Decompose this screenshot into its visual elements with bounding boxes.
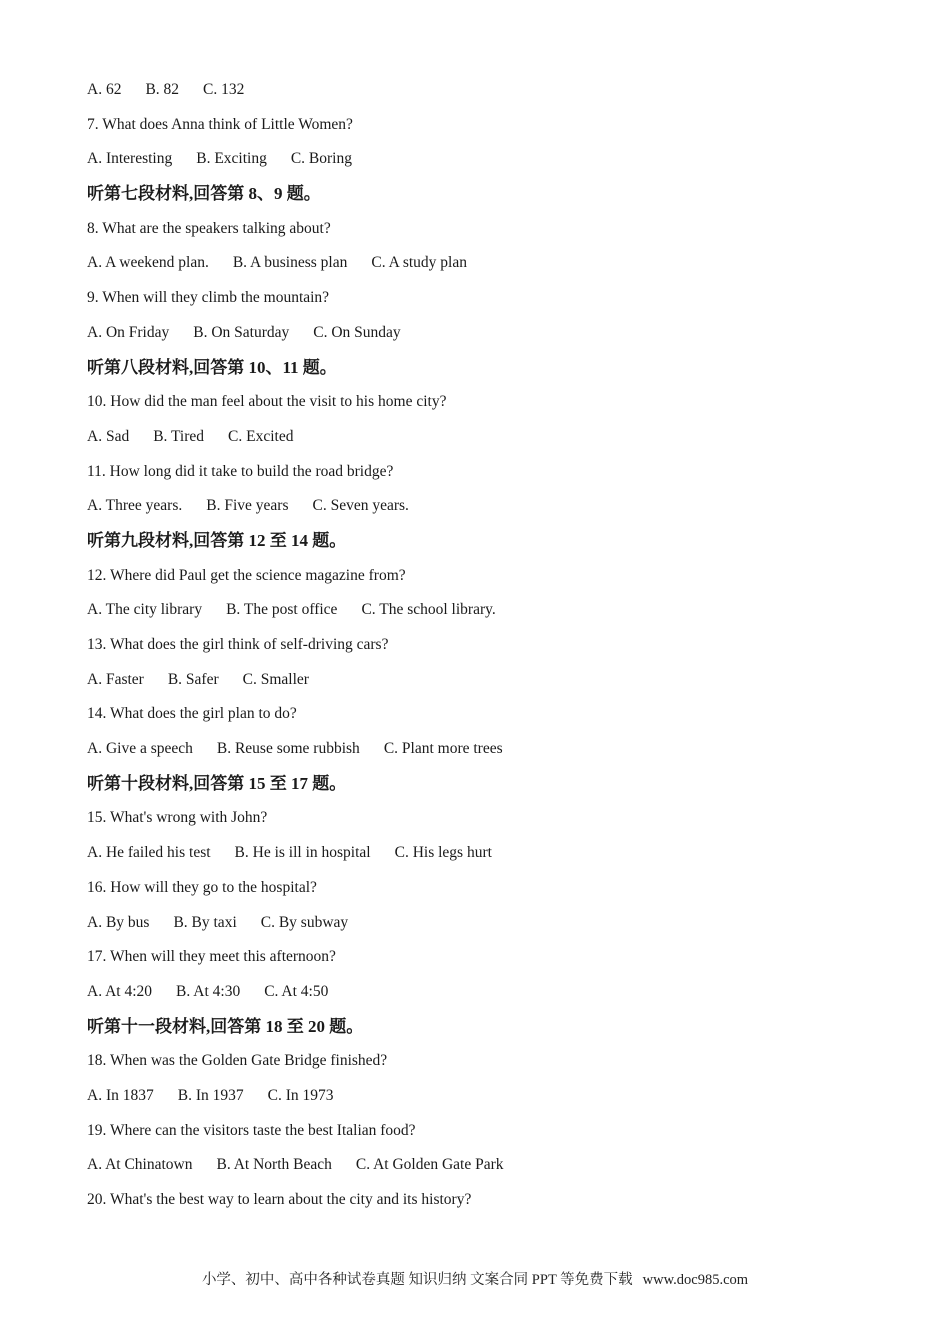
answer-option: B. At 4:30 <box>176 982 241 1000</box>
answer-option: B. Five years <box>206 497 289 515</box>
question-text: 11. How long did it take to build the road bridge? <box>87 462 394 480</box>
document-body <box>87 73 887 1218</box>
answer-option: B. Tired <box>153 427 205 445</box>
question-text: 12. Where did Paul get the science magazine from? <box>87 566 406 584</box>
answer-option: B. He is ill in hospital <box>234 844 371 862</box>
section-heading: 听第八段材料,回答第 10、11 题。 <box>87 357 337 377</box>
answer-option: A. He failed his test <box>87 844 211 862</box>
answer-option: A. A weekend plan. <box>87 254 209 272</box>
answer-option: A. Interesting <box>87 150 173 168</box>
answer-options <box>87 1079 887 1114</box>
answer-option: B. The post office <box>226 601 338 619</box>
answer-option: A. Three years. <box>87 497 183 515</box>
answer-options <box>87 420 887 455</box>
answer-option: B. Exciting <box>196 150 267 168</box>
answer-options <box>87 73 887 108</box>
section-heading: 听第九段材料,回答第 12 至 14 题。 <box>87 530 347 550</box>
answer-options <box>87 246 887 281</box>
answer-option: B. 82 <box>145 81 180 98</box>
question-text: 19. Where can the visitors taste the best Italian food? <box>87 1121 416 1139</box>
question-text: 20. What's the best way to learn about the city and its history? <box>87 1191 472 1208</box>
answer-option: C. At 4:50 <box>264 982 329 1000</box>
answer-option: C. Plant more trees <box>383 740 503 758</box>
answer-options <box>87 1148 887 1183</box>
question-text: 8. What are the speakers talking about? <box>87 219 331 237</box>
answer-option: B. In 1937 <box>177 1086 244 1104</box>
answer-option: B. On Saturday <box>193 323 290 341</box>
answer-option: B. A business plan <box>232 254 348 272</box>
question-text: 7. What does Anna think of Little Women? <box>87 115 353 133</box>
answer-option: A. By bus <box>87 913 150 931</box>
question-text: 18. When was the Golden Gate Bridge finished? <box>87 1052 388 1070</box>
answer-option: B. Safer <box>167 670 219 688</box>
question-text: 15. What's wrong with John? <box>87 809 268 827</box>
answer-option: C. Smaller <box>242 670 309 688</box>
section-heading: 听第七段材料,回答第 8、9 题。 <box>87 184 321 204</box>
answer-option: A. Give a speech <box>87 740 193 758</box>
answer-option: A. 62 <box>87 81 122 98</box>
answer-option: B. At North Beach <box>216 1156 332 1174</box>
answer-option: C. By subway <box>260 913 349 931</box>
footer-site-link[interactable]: www.doc985.com <box>642 1272 749 1288</box>
answer-options <box>87 663 887 698</box>
question-text: 16. How will they go to the hospital? <box>87 878 317 896</box>
answer-option: A. Sad <box>87 427 130 445</box>
answer-option: C. The school library. <box>361 601 496 619</box>
answer-option: B. Reuse some rubbish <box>216 740 360 758</box>
answer-option: C. His legs hurt <box>394 844 492 862</box>
footer-text: 小学、初中、高中各种试卷真题 知识归纳 文案合同 PPT 等免费下载 <box>201 1272 633 1288</box>
answer-options <box>87 489 887 524</box>
answer-options <box>87 732 887 767</box>
answer-options <box>87 316 887 351</box>
answer-option: A. At 4:20 <box>87 982 153 1000</box>
answer-option: C. Seven years. <box>312 497 409 515</box>
answer-options <box>87 593 887 628</box>
answer-option: C. On Sunday <box>313 323 401 341</box>
answer-option: A. At Chinatown <box>87 1156 193 1174</box>
answer-options <box>87 975 887 1010</box>
answer-option: C. A study plan <box>371 254 467 272</box>
answer-option: A. Faster <box>87 670 144 688</box>
section-heading: 听第十段材料,回答第 15 至 17 题。 <box>87 773 347 793</box>
answer-option: A. On Friday <box>87 323 170 341</box>
answer-option: C. 132 <box>203 81 245 98</box>
answer-options <box>87 906 887 941</box>
section-heading: 听第十一段材料,回答第 18 至 20 题。 <box>87 1016 364 1036</box>
question-text: 14. What does the girl plan to do? <box>87 705 297 723</box>
answer-option: C. At Golden Gate Park <box>355 1156 504 1174</box>
question-text: 9. When will they climb the mountain? <box>87 289 330 307</box>
question-text: 13. What does the girl think of self-driving cars? <box>87 636 389 653</box>
question-text: 17. When will they meet this afternoon? <box>87 948 336 966</box>
answer-option: C. Boring <box>290 150 352 168</box>
answer-option: A. The city library <box>87 601 203 619</box>
answer-option: C. In 1973 <box>267 1086 334 1104</box>
page-footer <box>0 1268 950 1289</box>
answer-options <box>87 142 887 177</box>
answer-option: B. By taxi <box>173 913 237 931</box>
answer-option: A. In 1837 <box>87 1086 154 1104</box>
answer-options <box>87 836 887 871</box>
question-text: 10. How did the man feel about the visit to his home city? <box>87 393 447 411</box>
answer-option: C. Excited <box>228 427 294 445</box>
